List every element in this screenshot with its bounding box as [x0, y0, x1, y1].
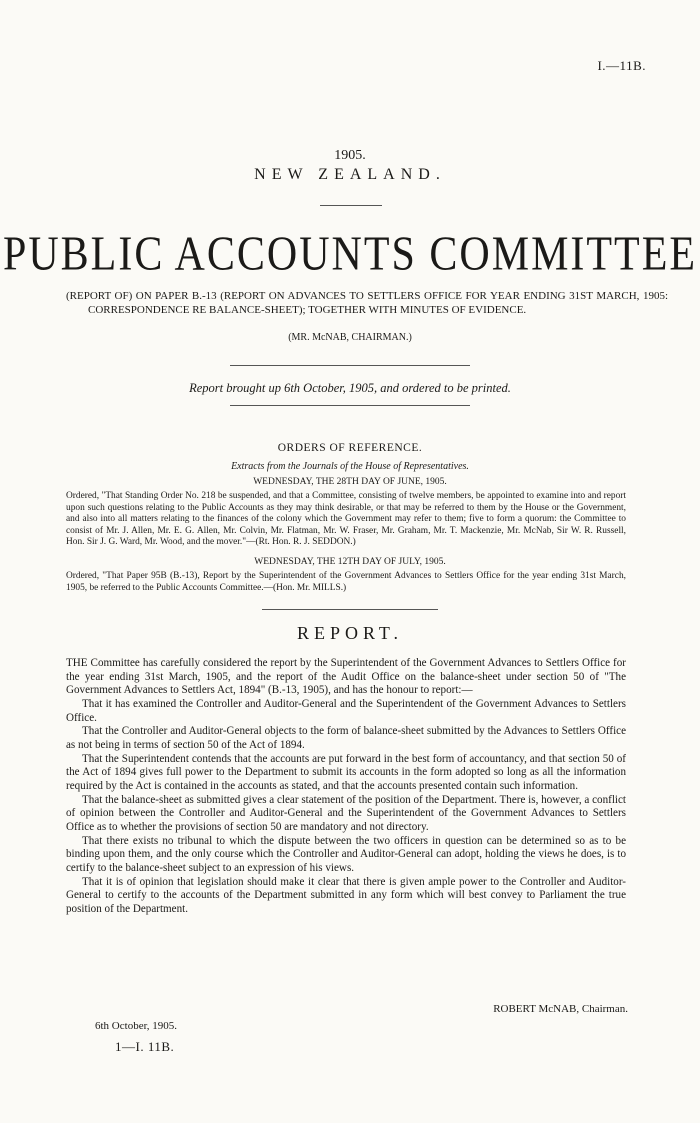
- report-date: 6th October, 1905.: [95, 1020, 178, 1032]
- chairman-note: (MR. McNAB, CHAIRMAN.): [288, 332, 412, 343]
- divider: [320, 205, 382, 206]
- divider: [230, 405, 470, 406]
- report-paragraph: That the Superintendent contends that the accounts are put forward in the best form of accountancy, and that section 50 of the Act of 1894 gives full power to the Department to submit its accounts in the form adopted so long as all the information required by the Act is contained in the accounts as stated, and that the accounts presented contain such information.: [66, 752, 626, 792]
- footer-reference: 1—I. 11B.: [115, 1039, 175, 1054]
- report-paragraph: That the Controller and Auditor-General objects to the form of balance-sheet submitted by the Advances to Settlers Office as not being in terms of section 50 of the Act of 1894.: [66, 725, 626, 751]
- orders-heading: ORDERS OF REFERENCE.: [277, 442, 423, 454]
- extracts-note: Extracts from the Journals of the House of Representatives.: [231, 461, 469, 472]
- report-brought-note: Report brought up 6th October, 1905, and ordered to be printed.: [189, 381, 511, 395]
- report-heading: REPORT.: [296, 623, 404, 643]
- report-paragraph: That there exists no tribunal to which the dispute between the two officers in question can be determined so as to be binding upon them, and the only course which the Controller and Auditor-General can adopt, holding the views he does, is to certify to the balance-sheet subject to an expression of his views.: [66, 834, 626, 874]
- divider: [230, 365, 470, 366]
- country-heading: NEW ZEALAND.: [254, 166, 446, 183]
- divider: [262, 609, 438, 610]
- year: 1905.: [334, 148, 366, 163]
- order-date: WEDNESDAY, THE 28TH DAY OF JUNE, 1905.: [253, 477, 447, 487]
- page-reference: I.—11B.: [597, 58, 646, 73]
- order-paragraph: Ordered, "That Standing Order No. 218 be suspended, and that a Committee, consisting of twelve members, be appointed to examine into and report upon such questions relating to the Public Accounts as they may think desirable, or that may be referred to them by the House or the Government, and also into all matters relating to the finances of the colony which the Government may refer to them; five to form a quorum: the Committee to consist of Mr. J. Allen, Mr. E. G. Allen, Mr. Colvin, Mr. Flatman, Mr. W. Fraser, Mr. Graham, Mr. T. Mackenzie, Mr. McNab, Sir W. R. Russell, Hon. Sir J. G. Ward, Mr. Wood, and the mover."—(Rt. Hon. R. J. SEDDON.): [66, 491, 626, 548]
- report-body: [66, 657, 626, 916]
- chairman-signature: ROBERT McNAB, Chairman.: [493, 1003, 628, 1015]
- report-paragraph: That the balance-sheet as submitted gives a clear statement of the position of the Department. There is, however, a conflict of opinion between the Controller and Auditor-General and the Superintendent of the Government Advances to Settlers Office as to whether the provisions of section 50 are mandatory and not directory.: [66, 793, 626, 833]
- report-paragraph: That it is of opinion that legislation should make it clear that there is given ample power to the Controller and Auditor-General to certify to the accounts of the Department submitted in any form which will best convey to Parliament the true position of the Department.: [66, 875, 626, 915]
- document-title: PUBLIC ACCOUNTS COMMITTEE: [2, 228, 698, 282]
- order-paragraph: Ordered, "That Paper 95B (B.-13), Report by the Superintendent of the Government Advances to Settlers Office for the year ending 31st March, 1905, be referred to the Public Accounts Committee.—(Hon. Mr. MILLS.): [66, 571, 626, 593]
- report-paragraph: THE Committee has carefully considered the report by the Superintendent of the Government Advances to Settlers Office for the year ending 31st March, 1905, and the report of the Audit Office on the balance-sheet under section 50 of "The Government Advances to Settlers Act, 1894" (B.-13, 1905), and has the honour to report:—: [66, 657, 626, 697]
- report-paragraph: That it has examined the Controller and Auditor-General and the Superintendent of the Government Advances to Settlers Office.: [66, 697, 626, 724]
- document-subtitle: (REPORT OF) ON PAPER B.-13 (REPORT ON ADVANCES TO SETTLERS OFFICE FOR YEAR ENDING 31ST MARCH, 1905: CORRESPONDENCE RE BALANCE-SHEET); TOGETHER WITH MINUTES OF EVIDENCE.: [66, 290, 668, 316]
- order-date: WEDNESDAY, THE 12TH DAY OF JULY, 1905.: [254, 557, 446, 567]
